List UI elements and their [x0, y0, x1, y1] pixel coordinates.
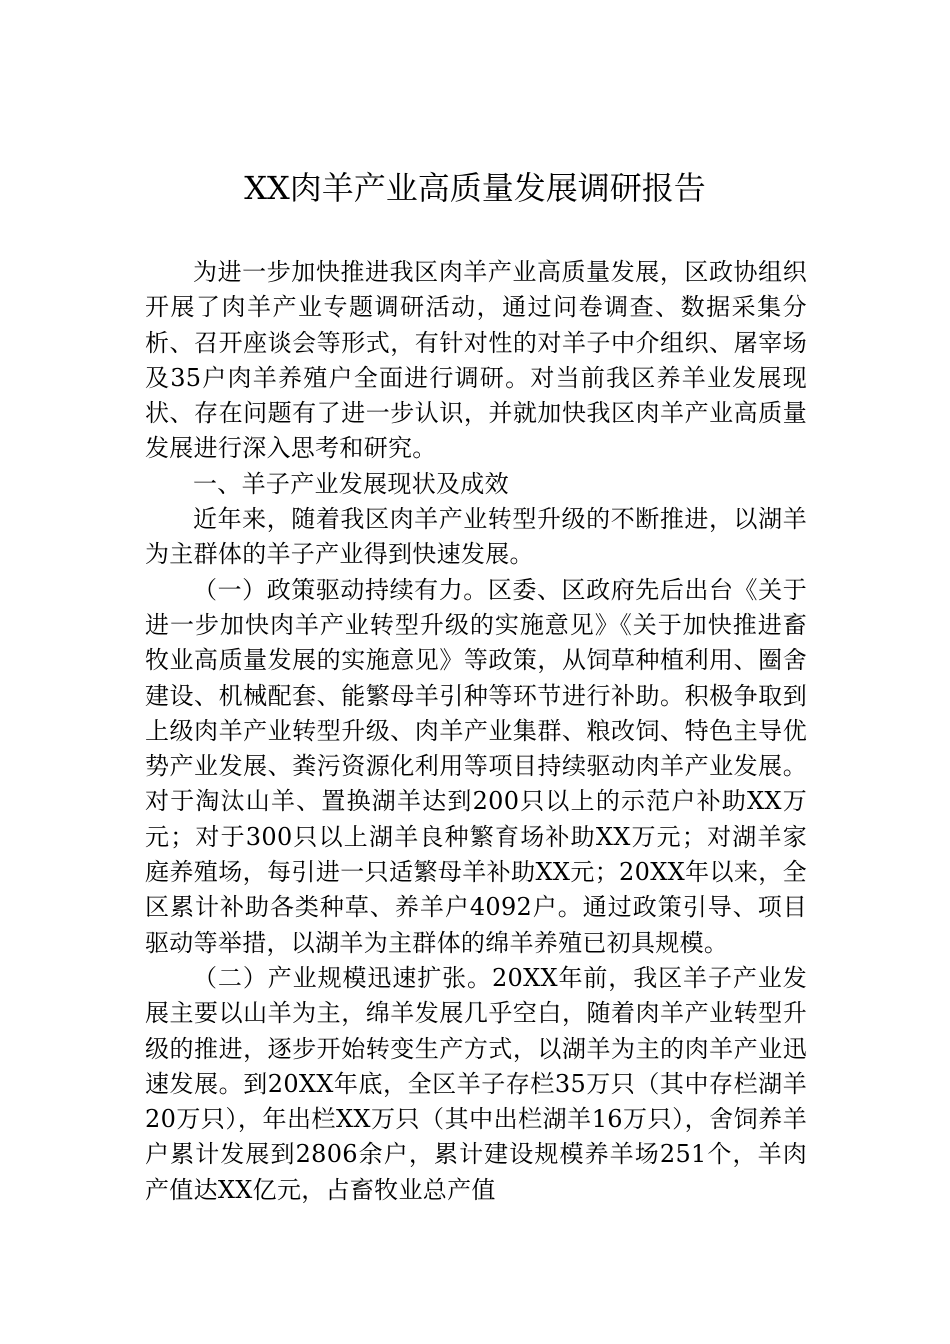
- policy-paragraph: （一）政策驱动持续有力。区委、区政府先后出台《关于进一步加快肉羊产业转型升级的实施意见》《关于加快推进畜牧业高质量发展的实施意见》等政策，从饲草种植利用、圈舍建设、机械配套、能繁母羊引种等环节进行补助。积极争取到上级肉羊产业转型升级、肉羊产业集群、粮改饲、特色主导优势产业发展、粪污资源化利用等项目持续驱动肉羊产业发展。对于淘汰山羊、置换湖羊达到200只以上的示范户补助XX万元；对于300只以上湖羊良种繁育场补助XX万元；对湖羊家庭养殖场，每引进一只适繁母羊补助XX元；20XX年以来，全区累计补助各类种草、养羊户4092户。通过政策引导、项目驱动等举措，以湖羊为主群体的绵羊养殖已初具规模。: [145, 575, 807, 957]
- intro-paragraph: 为进一步加快推进我区肉羊产业高质量发展，区政协组织开展了肉羊产业专题调研活动，通过问卷调查、数据采集分析、召开座谈会等形式，有针对性的对羊子中介组织、屠宰场及35户肉羊养殖户全面进行调研。对当前我区养羊业发展现状、存在问题有了进一步认识，并就加快我区肉羊产业高质量发展进行深入思考和研究。: [145, 258, 807, 463]
- section-intro-paragraph: 近年来，随着我区肉羊产业转型升级的不断推进，以湖羊为主群体的羊子产业得到快速发展。: [145, 505, 807, 569]
- scale-paragraph: （二）产业规模迅速扩张。20XX年前，我区羊子产业发展主要以山羊为主，绵羊发展几乎空白，随着肉羊产业转型升级的推进，逐步开始转变生产方式，以湖羊为主的肉羊产业迅速发展。到20XX年底，全区羊子存栏35万只（其中存栏湖羊20万只），年出栏XX万只（其中出栏湖羊16万只），舍饲养羊户累计发展到2806余户，累计建设规模养羊场251个，羊肉产值达XX亿元，占畜牧业总产值: [145, 963, 807, 1204]
- document-body: [145, 255, 807, 1208]
- section-heading: 一、羊子产业发展现状及成效: [193, 469, 509, 498]
- document-title: XX肉羊产业高质量发展调研报告: [244, 169, 706, 207]
